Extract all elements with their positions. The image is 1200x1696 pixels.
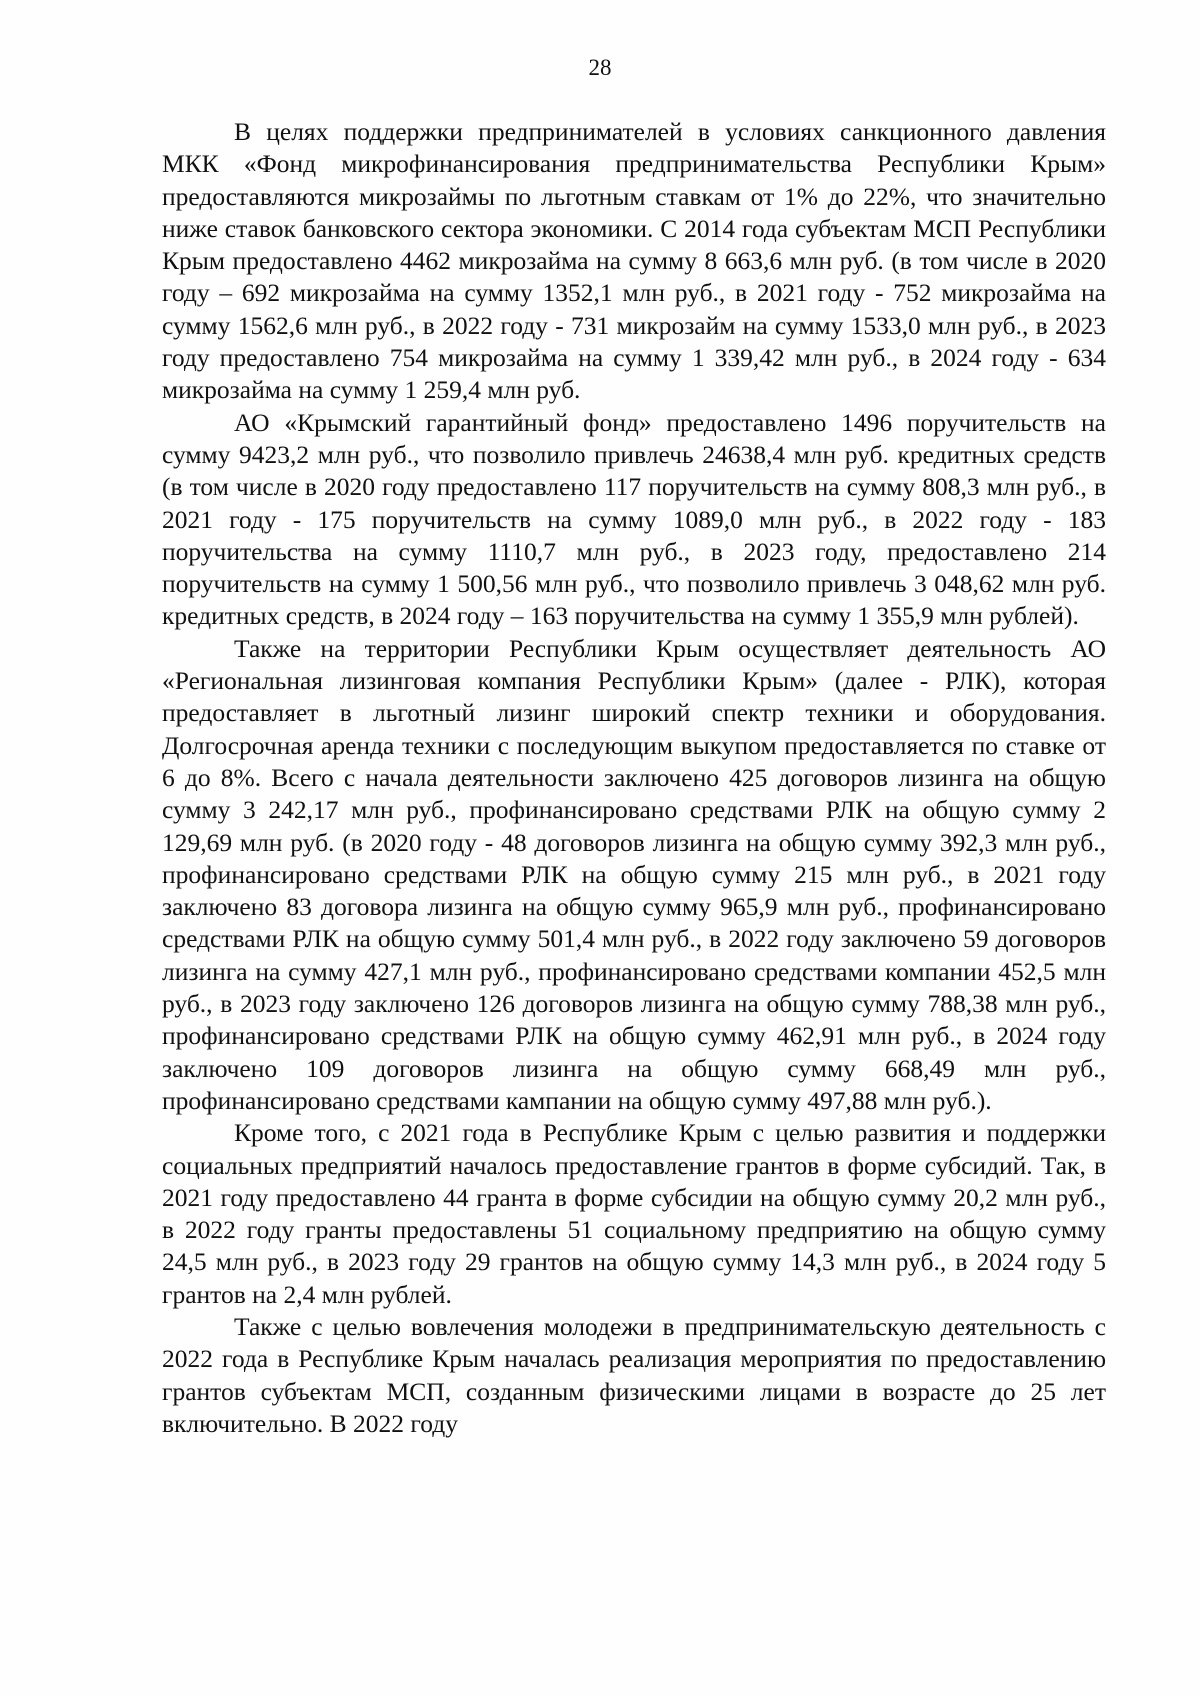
paragraph-guarantee-fund: АО «Крымский гарантийный фонд» предоставлено 1496 поручительств на сумму 9423,2 млн руб., что позволило привлечь 24638,4 млн руб. кредитных средств (в том числе в 2020 году предоставлено 117 поручительств на сумму 808,3 млн руб., в 2021 году - 175 поручительств на сумму 1089,0 млн руб., в 2022 году - 183 поручительства на сумму 1110,7 млн руб., в 2023 году, предоставлено 214 поручительств на сумму 1 500,56 млн руб., что позволило привлечь 3 048,62 млн руб. кредитных средств, в 2024 году – 163 поручительства на сумму 1 355,9 млн рублей). xyxy=(162,407,1106,631)
paragraph-microloans: В целях поддержки предпринимателей в условиях санкционного давления МКК «Фонд микрофинансирования предпринимательства Республики Крым» предоставляются микрозаймы по льготным ставкам от 1% до 22%, что значительно ниже ставок банковского сектора экономики. С 2014 года субъектам МСП Республики Крым предоставлено 4462 микрозайма на сумму 8 663,6 млн руб. (в том числе в 2020 году – 692 микрозайма на сумму 1352,1 млн руб., в 2021 году - 752 микрозайма на сумму 1562,6 млн руб., в 2022 году - 731 микрозайм на сумму 1533,0 млн руб., в 2023 году предоставлено 754 микрозайма на сумму 1 339,42 млн руб., в 2024 году - 634 микрозайма на сумму 1 259,4 млн руб. xyxy=(162,117,1106,405)
paragraph-leasing-company: Также на территории Республики Крым осуществляет деятельность АО «Региональная лизинговая компания Республики Крым» (далее - РЛК), которая предоставляет в льготный лизинг широкий спектр техники и оборудования. Долгосрочная аренда техники с последующим выкупом предоставляется по ставке от 6 до 8%. Всего с начала деятельности заключено 425 договоров лизинга на общую сумму 3 242,17 млн руб., профинансировано средствами РЛК на общую сумму 2 129,69 млн руб. (в 2020 году - 48 договоров лизинга на общую сумму 392,3 млн руб., профинансировано средствами РЛК на общую сумму 215 млн руб., в 2021 году заключено 83 договора лизинга на общую сумму 965,9 млн руб., профинансировано средствами РЛК на общую сумму 501,4 млн руб., в 2022 году заключено 59 договоров лизинга на сумму 427,1 млн руб., профинансировано средствами компании 452,5 млн руб., в 2023 году заключено 126 договоров лизинга на общую сумму 788,38 млн руб., профинансировано средствами РЛК на общую сумму 462,91 млн руб., в 2024 году заключено 109 договоров лизинга на общую сумму 668,49 млн руб., профинансировано средствами кампании на общую сумму 497,88 млн руб.). xyxy=(162,633,1106,1115)
paragraph-youth-grants: Также с целью вовлечения молодежи в предпринимательскую деятельность с 2022 года в Республике Крым началась реализация мероприятия по предоставлению грантов субъектам МСП, созданным физическими лицами в возрасте до 25 лет включительно. В 2022 году xyxy=(162,1311,1106,1438)
page-number: 28 xyxy=(588,55,612,80)
paragraph-social-grants: Кроме того, с 2021 года в Республике Крым с целью развития и поддержки социальных предприятий началось предоставление грантов в форме субсидий. Так, в 2021 году предоставлено 44 гранта в форме субсидии на общую сумму 20,2 млн руб., в 2022 году гранты предоставлены 51 социальному предприятию на общую сумму 24,5 млн руб., в 2023 году 29 грантов на общую сумму 14,3 млн руб., в 2024 году 5 грантов на 2,4 млн рублей. xyxy=(162,1118,1106,1309)
document-body xyxy=(162,116,1106,1440)
